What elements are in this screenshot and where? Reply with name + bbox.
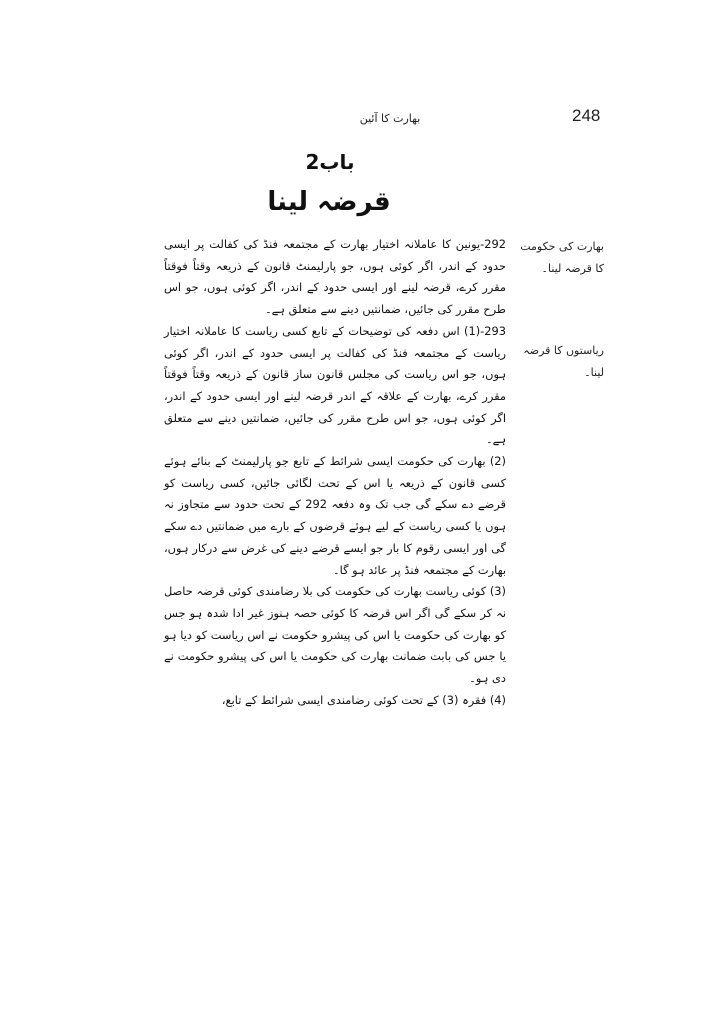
- page-number: 248: [572, 106, 601, 125]
- chapter-title: قرضہ لینا: [267, 187, 391, 217]
- article-293-clause-1: 293-(1) اس دفعہ کی توضیحات کے تابع کسی ریاست کا عاملانہ اختیار ریاست کے مجتمعہ فنڈ کی کفالت پر ایسی حدود کے اندر، اگر کوئی ہوں، جو اس ریاست کی مجلس قانون ساز قانون کے ذریعہ وقتاً فوقتاً مقرر کرے، بھارت کے علاقہ کے اندر قرضہ لینے اور ایسی حدود کے اندر، اگر کوئی ہوں، جو اس طرح مقرر کی جائیں، ضمانتیں دینے سے متعلق ہے۔: [164, 323, 506, 447]
- article-293-clause-2: (2) بھارت کی حکومت ایسی شرائط کے تابع جو پارلیمنٹ کے بنائے ہوئے کسی قانون کے ذریعہ یا اس کے تحت لگائی جائیں، کسی ریاست کو قرضے دے سکے گی جب تک وہ دفعہ 292 کے تحت حدود سے متجاوز نہ ہوں یا کسی ریاست کے لیے ہوئے قرضوں کے بارے میں ضمانتیں دے سکے گی اور ایسی رقوم کا بار جو ایسے قرضے دینے کی غرض سے درکار ہوں، بھارت کے مجتمعہ فنڈ پر عائد ہو گا۔: [164, 454, 506, 577]
- margin-note-union-borrowing: بھارت کی حکومت کا قرضہ لینا۔: [520, 240, 604, 275]
- article-293-clause-4: (4) فقرہ (3) کے تحت کوئی رضامندی ایسی شرائط کے تابع،: [221, 692, 506, 707]
- article-292-paragraph: 292-یونین کا عاملانہ اختیار بھارت کے مجتمعہ فنڈ کی کفالت پر ایسی حدود کے اندر، اگر کوئی ہوں، جو پارلیمنٹ قانون کے ذریعہ وقتاً فوقتاً مقرر کرے، قرضہ لینے اور ایسی حدود کے اندر، اگر کوئی ہوں، جو اس طرح مقرر کی جائیں، ضمانتیں دینے سے متعلق ہے۔: [164, 237, 506, 317]
- chapter-label: باب2: [305, 150, 355, 174]
- running-title: بھارت کا آئین: [359, 112, 421, 125]
- margin-note-state-borrowing: ریاستوں کا قرضہ لینا۔: [523, 344, 604, 379]
- article-293-clause-3: (3) کوئی ریاست بھارت کی حکومت کی بلا رضامندی کوئی قرضہ حاصل نہ کر سکے گی اگر اس قرضہ کا کوئی حصہ ہنوز غیر ادا شدہ ہو جس کو بھارت کی حکومت یا اس کی پیشرو حکومت نے اس ریاست کو دیا ہو یا جس کی بابت ضمانت بھارت کی حکومت یا اس کی پیشرو حکومت نے دی ہو۔: [164, 584, 506, 686]
- body-text: [164, 234, 506, 711]
